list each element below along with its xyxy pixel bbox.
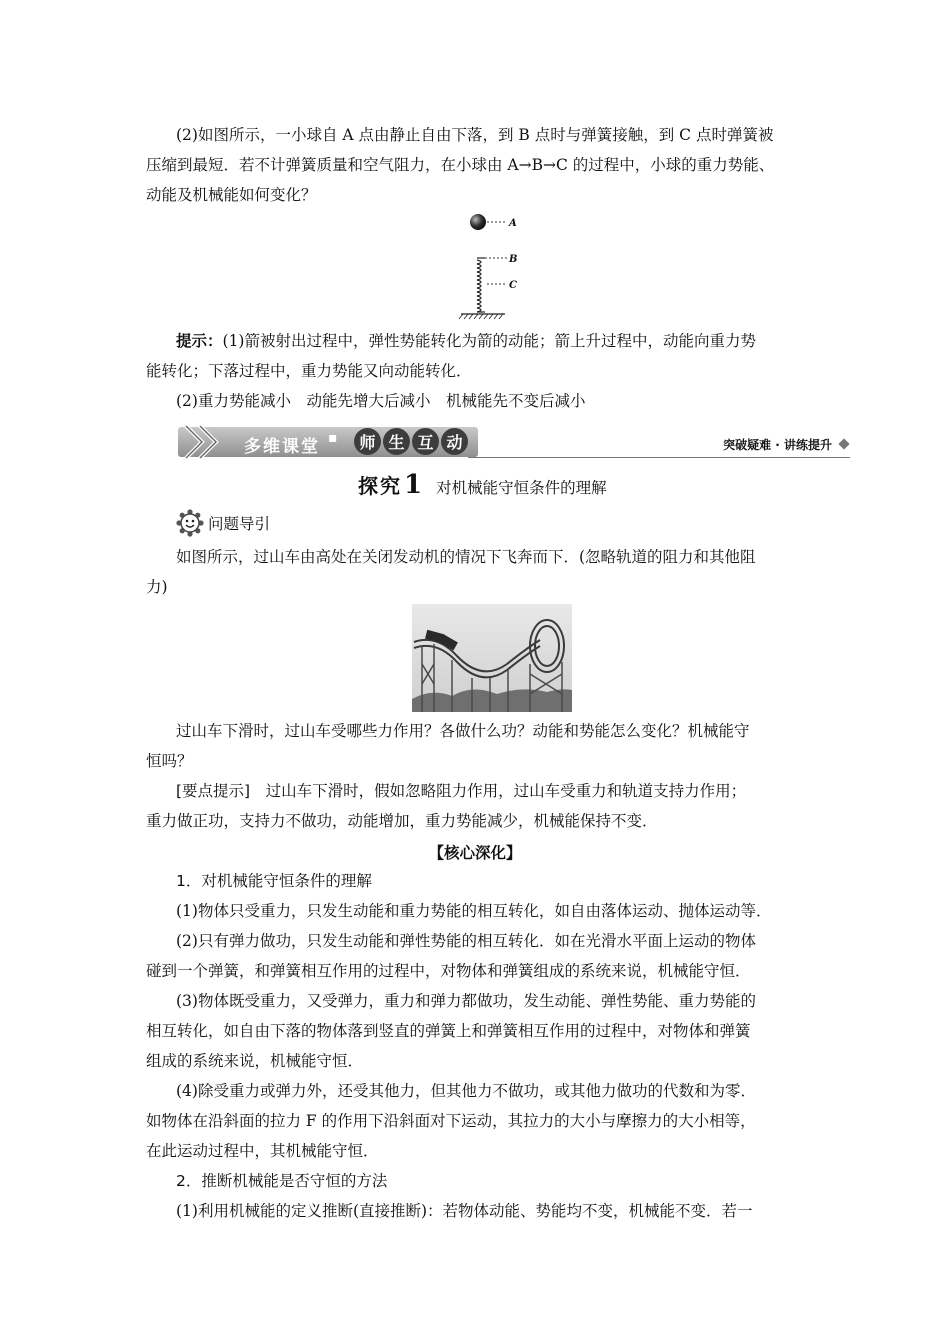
section-heading	[358, 470, 607, 500]
hint-line-2: 能转化；下落过程中，重力势能又向动能转化．	[146, 362, 472, 380]
section-banner	[178, 424, 850, 460]
question-line-2: 恒吗？	[146, 752, 193, 770]
key-hint-text-1: 过山车下滑时，假如忽略阻力作用，过山车受重力和轨道支持力作用；	[250, 782, 747, 800]
hint-line-3: (2)重力势能减小 动能先增大后减小 机械能先不变后减小	[176, 392, 586, 410]
q2-line-2: 压缩到最短．若不计弹簧质量和空气阻力，在小球由 A→B→C 的过程中，小球的重力势能、	[146, 156, 775, 174]
core-p4-line-3: 在此运动过程中，其机械能守恒．	[146, 1142, 379, 1160]
section-subtitle: 对机械能守恒条件的理解	[436, 479, 607, 497]
section-label: 探究	[358, 474, 402, 498]
banner-char: 互	[412, 428, 439, 455]
label-b: B	[509, 254, 518, 265]
core-p2-line-1: (2)只有弹力做功，只发生动能和弹性势能的相互转化．如在光滑水平面上运动的物体	[176, 932, 756, 950]
q2-line-1: (2)如图所示，一小球自 A 点由静止自由下落，到 B 点时与弹簧接触，到 C 点时弹簧被	[176, 126, 774, 144]
question-line-1: 过山车下滑时，过山车受哪些力作用？各做什么功？动能和势能怎么变化？机械能守	[176, 722, 750, 740]
core-p3-line-3: 组成的系统来说，机械能守恒．	[146, 1052, 364, 1070]
hint-line-1	[176, 330, 756, 352]
core-p3-line-1: (3)物体既受重力，又受弹力，重力和弹力都做功，发生动能、弹性势能、重力势能的	[176, 992, 756, 1010]
guide-label: 问题导引	[208, 515, 271, 533]
core-heading-2: 2．推断机械能是否守恒的方法	[176, 1172, 388, 1190]
label-c: C	[509, 280, 517, 291]
core-p1: (1)物体只受重力，只发生动能和重力势能的相互转化，如自由落体运动、抛体运动等．	[176, 902, 772, 920]
ball	[470, 214, 486, 230]
key-hint-label: [要点提示]	[176, 782, 251, 800]
chevron-decoration-icon	[180, 424, 230, 460]
ball-spring-figure	[455, 208, 535, 320]
label-a: A	[509, 218, 517, 229]
core-p3-line-2: 相互转化，如自由下落的物体落到竖直的弹簧上和弹簧相互作用的过程中，对物体和弹簧	[146, 1022, 751, 1040]
q2-line-3: 动能及机械能如何变化？	[146, 186, 317, 204]
hint-label: 提示：	[176, 332, 223, 350]
core-p5: (1)利用机械能的定义推断(直接推断)：若物体动能、势能均不变，机械能不变．若一	[176, 1202, 753, 1220]
banner-dot: ▪	[328, 430, 338, 446]
intro-line-2: 力)	[146, 578, 168, 596]
core-p4-line-1: (4)除受重力或弹力外，还受其他力，但其他力不做功，或其他力做功的代数和为零．	[176, 1082, 756, 1100]
core-heading: 【核心深化】	[428, 844, 522, 862]
banner-title: 多维课堂	[244, 437, 320, 457]
core-p4-line-2: 如物体在沿斜面的拉力 F 的作用下沿斜面对下运动，其拉力的大小与摩擦力的大小相等，	[146, 1112, 756, 1130]
core-heading-1: 1．对机械能守恒条件的理解	[176, 872, 372, 890]
question-guide	[176, 509, 270, 537]
roller-coaster-photo	[412, 604, 572, 712]
diamond-icon	[838, 438, 849, 449]
banner-char: 生	[383, 428, 410, 455]
banner-subtitle: 突破疑难 · 讲练提升	[723, 438, 832, 452]
banner-rule	[468, 457, 850, 458]
spring	[477, 258, 485, 312]
key-hint-line-1	[176, 780, 746, 802]
intro-line-1: 如图所示，过山车由高处在关闭发动机的情况下飞奔而下．(忽略轨道的阻力和其他阻	[176, 548, 756, 566]
banner-circles	[354, 428, 468, 455]
banner-char: 师	[354, 428, 381, 455]
hint-text-1: (1)箭被射出过程中，弹性势能转化为箭的动能；箭上升过程中，动能向重力势	[222, 332, 756, 350]
core-p2-line-2: 碰到一个弹簧，和弹簧相互作用的过程中，对物体和弹簧组成的系统来说，机械能守恒．	[146, 962, 751, 980]
sun-face-icon	[176, 509, 204, 537]
section-number: 1	[404, 470, 423, 500]
key-hint-line-2: 重力做正功，支持力不做功，动能增加，重力势能减少，机械能保持不变．	[146, 812, 658, 830]
banner-char: 动	[441, 428, 468, 455]
